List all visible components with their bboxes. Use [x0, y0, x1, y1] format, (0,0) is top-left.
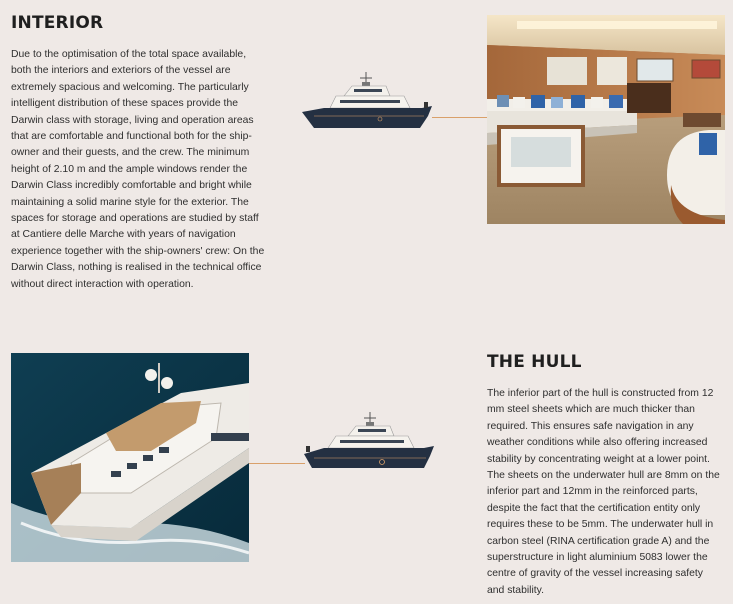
- connector-line-hull: [249, 463, 305, 464]
- yacht-profile-illustration-interior: [300, 70, 440, 132]
- hull-description: The inferior part of the hull is constructed from 12 mm steel sheets which are much thicker than required. This ensures safe navigation in any weather conditions while also offering increased stability by concentrating weight at a lower point. The sheets on the underwater hull are 8mm on the inferior part and 12mm in the reinforced parts, despite the fact that the certification entity only requires these to be 5mm. The underwater hull in carbon steel (RINA certification grade A) and the superstructure in light aluminium 5083 lower the centre of gravity of the vessel increasing safety and stability.: [487, 388, 720, 596]
- yacht-profile-illustration-hull: [300, 410, 440, 472]
- yacht-aerial-photo: [11, 353, 249, 562]
- connector-line-interior: [432, 117, 487, 118]
- interior-lounge-photo: [487, 15, 725, 224]
- interior-description: Due to the optimisation of the total space available, both the interiors and exteriors of the vessel are extremely spacious and welcoming. The particularly intelligent distribution of these spaces provide the Darwin class with storage, living and operation areas that are comfortable and functional both for the ship-owner and their guests, and the crew. The minimum height of 2.10 m and the ample windows render the Darwin Class incredibly comfortable and bright while maintaining a solid marine style for the exterior. The spaces for storage and operations are studied by staff at Cantiere delle Marche with years of navigation experience together with the ship-owners' crew: On the Darwin Class, nothing is realised in the technical office without direct interaction with operation.: [11, 49, 265, 290]
- hull-title: THE HULL: [487, 352, 582, 372]
- interior-title: INTERIOR: [11, 13, 104, 33]
